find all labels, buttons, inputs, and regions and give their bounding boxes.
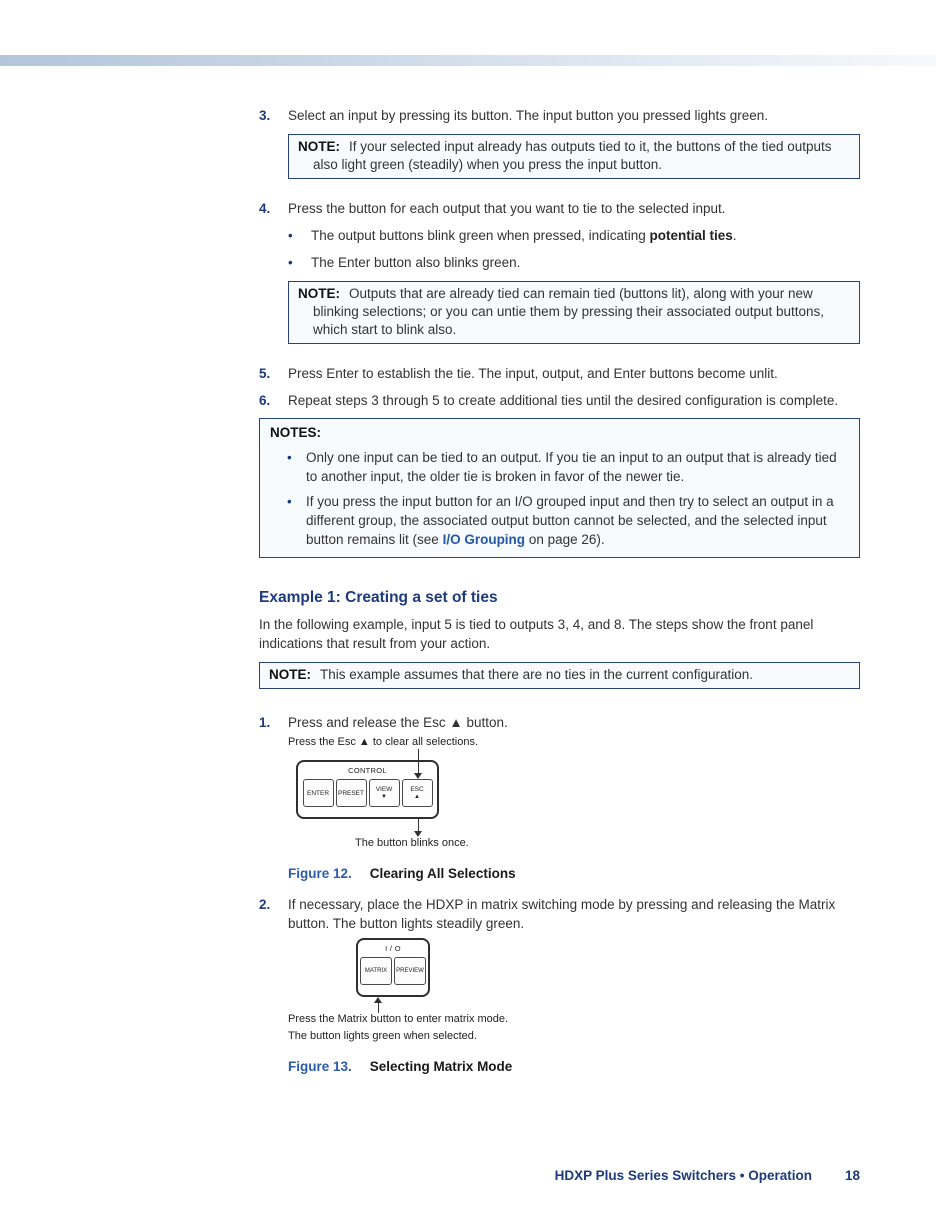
preview-button-label: PREVIEW [396,967,424,974]
step-6-text: Repeat steps 3 through 5 to create additional ties until the desired configuration is complete. [288,393,839,408]
example-step-1 [259,713,860,883]
step-6-number: 6. [259,393,271,408]
bullet-1-text-post: . [732,228,737,243]
panel-button-preset [336,779,367,807]
footer-page-number: 18 [844,1168,860,1183]
arrowhead-down-icon [414,773,422,779]
figure-13-label: Figure 13. [288,1059,352,1074]
note-1-text: If your selected input already has outputs tied to it, the buttons of the tied outputs also light green (steadily) when you press the input button. [313,139,832,172]
bullet-1-text [311,226,737,245]
io-panel-title: I / O [385,944,401,953]
bullet-1-text-bold: potential ties [649,228,733,243]
example-step-2 [259,895,860,1076]
figure-13-caption-2: The button lights green when selected. [288,1030,477,1042]
notes-bullet-2-text [306,492,849,549]
step-3-number: 3. [259,108,271,123]
step-5-text: Press Enter to establish the tie. The input, output, and Enter buttons become unlit. [288,366,778,381]
figure-12-label-row [288,864,860,883]
bullet-2-text: The Enter button also blinks green. [311,255,521,270]
figure-13-graphic [288,933,860,1045]
figure-12-bottom-caption: The button blinks once. [355,837,469,849]
example-note-text: This example assumes that there are no ties in the current configuration. [320,667,753,682]
figure-13-caption-1: Press the Matrix button to enter matrix mode. [288,1013,509,1025]
step-3 [259,106,860,179]
io-panel-buttons [358,957,428,985]
figure-12-top-caption: Press the Esc ▲ to clear all selections. [288,736,479,748]
preset-button-label: PRESET [337,789,364,797]
note-1-label: NOTE: [298,139,340,154]
example-note-box [259,662,860,689]
panel-button-esc [402,779,433,807]
step-5-number: 5. [259,366,271,381]
step-4-bullet-2 [288,253,860,272]
notes-box [259,418,860,558]
esc-button-label: ESC [410,785,424,793]
page-footer [259,1168,860,1183]
example-step-1-text: Press and release the Esc ▲ button. [288,715,508,730]
panel-button-view [369,779,400,807]
notes-bullet-2-pre: If you press the input button for an I/O grouped input and then try to select an output in a different group, the associated output button cannot be selected, and the selected input button remains lit (see [306,494,834,547]
example-step-1-number: 1. [259,715,271,730]
step-5 [259,364,860,383]
panel-button-enter [303,779,334,807]
footer-title: HDXP Plus Series Switchers • Operation [554,1168,812,1183]
header-band [0,55,936,66]
arrowhead-down-icon-2 [414,831,422,837]
bullet-1-text-pre: The output buttons blink green when pressed, indicating [311,228,650,243]
notes-bullet-2 [287,492,849,549]
page-content [259,106,860,1076]
up-triangle-icon: ▲ [414,793,420,800]
note-box-1 [288,134,860,179]
notes-bullet-1 [287,448,849,486]
note-box-2 [288,281,860,344]
arrow-line-down [418,749,419,773]
example-step-2-text: If necessary, place the HDXP in matrix switching mode by pressing and releasing the Matrix button. The button lights steadily green. [288,897,836,931]
arrow-line-up [378,1003,379,1013]
example-note-label: NOTE: [269,667,311,682]
figure-12-label: Figure 12. [288,866,352,881]
example-heading: Example 1: Creating a set of ties [259,589,498,606]
io-panel-illustration [356,938,430,997]
note-2-label: NOTE: [298,286,340,301]
enter-button-label: ENTER [306,789,330,797]
step-3-text: Select an input by pressing its button. The input button you pressed lights green. [288,108,769,123]
step-4-bullet-1 [288,226,860,245]
bullet-glyph: • [288,228,293,243]
figure-13-title: Selecting Matrix Mode [369,1059,513,1074]
note-2-text: Outputs that are already tied can remain tied (buttons lit), along with your new blinking selections; or you can untie them by pressing their associated output buttons, which start to blink also. [313,286,825,337]
figure-12-graphic [288,736,860,852]
step-4-text: Press the button for each output that you want to tie to the selected input. [288,201,726,216]
note-1-paragraph [298,138,849,174]
step-4 [259,199,860,344]
step-6 [259,391,860,410]
bullet-glyph: • [287,450,292,465]
figure-12-title: Clearing All Selections [369,866,516,881]
bullet-glyph: • [287,494,292,509]
control-panel-title: CONTROL [348,766,387,775]
panel-button-matrix [360,957,392,985]
notes-box-label: NOTES: [270,425,322,440]
view-button-label: VIEW [375,785,393,793]
notes-bullet-2-post: on page 26). [525,532,605,547]
figure-13-label-row [288,1057,860,1076]
step-4-number: 4. [259,201,271,216]
example-intro: In the following example, input 5 is tied to outputs 3, 4, and 8. The steps show the front panel indications that result from your action. [259,617,814,651]
example-step-2-number: 2. [259,897,271,912]
matrix-button-label: MATRIX [364,967,388,974]
down-triangle-icon: ▼ [381,793,387,800]
arrow-line-down-2 [418,819,419,831]
io-grouping-link[interactable]: I/O Grouping [442,532,526,547]
notes-bullet-1-text: Only one input can be tied to an output. If you tie an input to an output that is already tied to another input, the older tie is broken in favor of the newer tie. [306,450,837,484]
example-note-paragraph [269,666,849,684]
control-panel-buttons [298,779,437,807]
bullet-glyph: • [288,255,293,270]
note-2-paragraph [298,285,849,339]
panel-button-preview [394,957,426,985]
